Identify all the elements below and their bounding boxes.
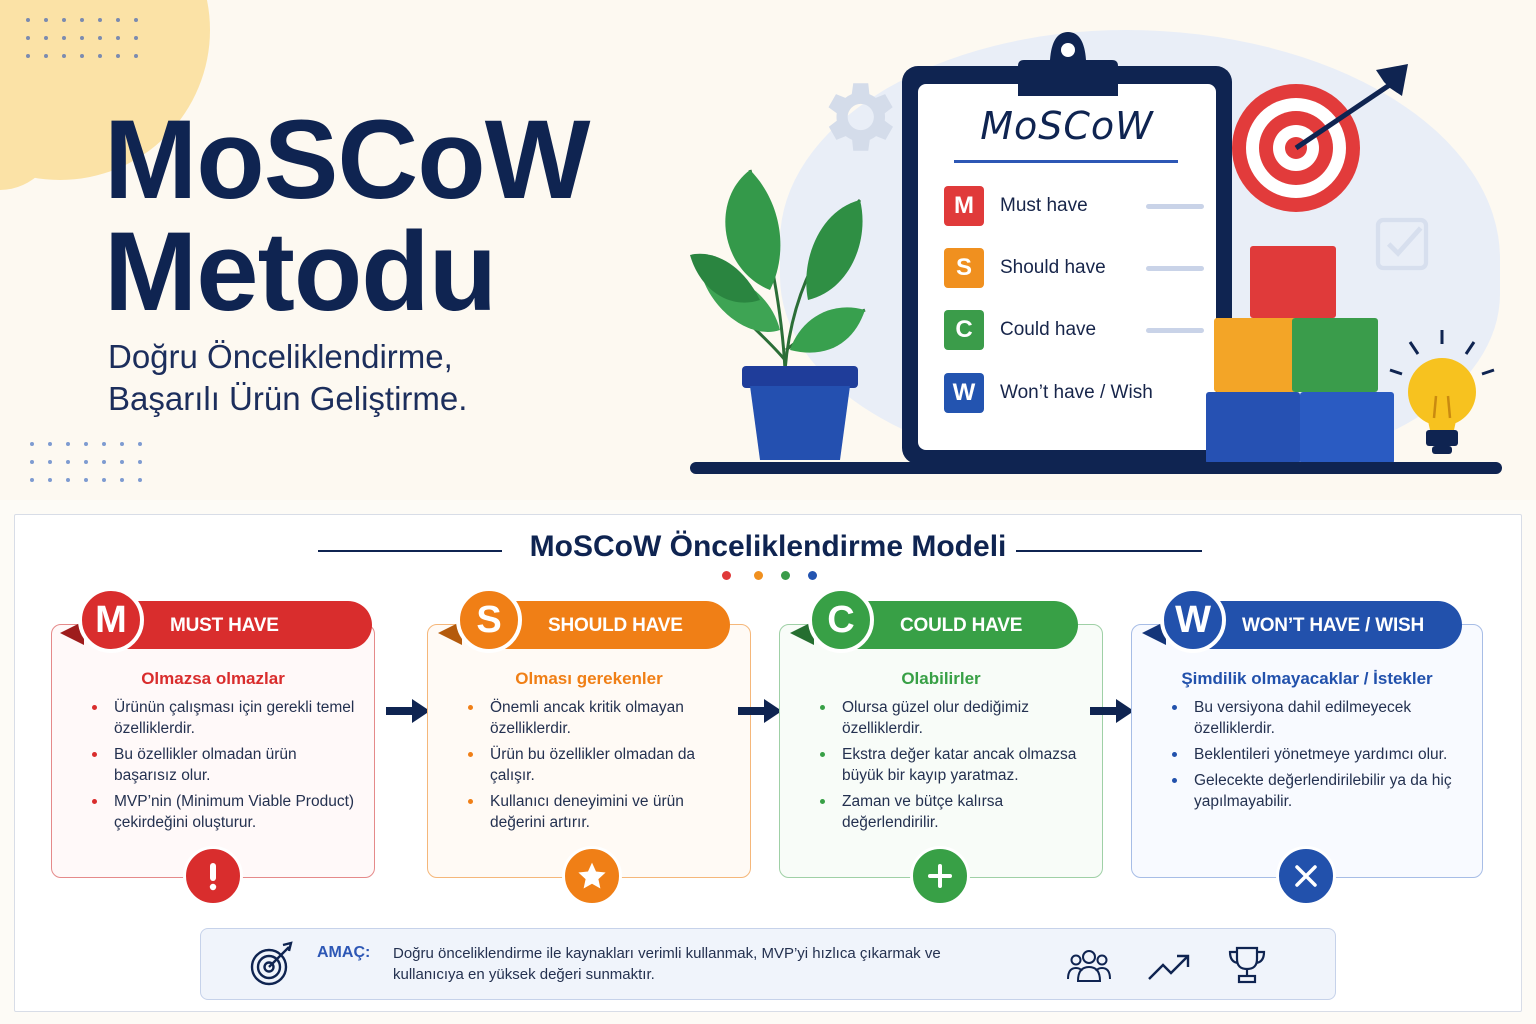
ribbon-wont-have	[1166, 598, 1462, 649]
red-block	[1250, 246, 1336, 318]
ribbon-label: COULD HAVE	[900, 615, 1023, 636]
exclamation-icon	[183, 846, 243, 906]
title-dot	[808, 571, 817, 580]
placeholder-line	[1146, 328, 1204, 333]
gear-icon	[812, 72, 902, 162]
card-subtitle: Olabilirler	[901, 669, 981, 688]
hero-title	[104, 97, 590, 334]
list-item: Gelecekte değerlendirilebilir ya da hiç yapılmayabilir.	[1172, 770, 1472, 812]
clipboard-item-must	[944, 185, 1204, 227]
ribbon-label: SHOULD HAVE	[548, 615, 683, 636]
clipboard-title-underline	[954, 160, 1178, 163]
clipboard-item-should	[944, 247, 1204, 289]
trophy-icon	[1225, 945, 1269, 985]
clipboard-item-label: Should have	[1000, 257, 1106, 278]
list-item: Beklentileri yönetmeye yardımcı olur.	[1172, 744, 1472, 765]
hero-subtitle-line1: Doğru Önceliklendirme,	[108, 338, 453, 375]
goal-text: Doğru önceliklendirme ile kaynakları verimli kullanmak, MVP’yi hızlıca çıkarmak ve kullanıcıya en yüksek değeri sunmaktır.	[393, 945, 941, 983]
x-icon	[1276, 846, 1336, 906]
card-bullet-list	[820, 697, 1090, 838]
shelf	[690, 462, 1502, 474]
card-wont-have	[1131, 624, 1483, 878]
clipboard-letter: S	[944, 248, 984, 288]
arrow-right-icon	[738, 697, 782, 725]
goal-bar	[200, 928, 1336, 1000]
card-bullet-list	[468, 697, 738, 838]
clipboard-item-label: Won’t have / Wish	[1000, 382, 1153, 403]
placeholder-line	[1146, 204, 1204, 209]
hero-title-line1: MoSCoW	[104, 97, 590, 222]
card-should-have	[427, 624, 751, 878]
letter-badge: W	[1160, 587, 1226, 653]
clipboard-item-could	[944, 309, 1204, 351]
placeholder-line	[1146, 266, 1204, 271]
list-item: Bu özellikler olmadan ürün başarısız olur.	[92, 744, 362, 786]
clipboard-title: MoSCoW	[980, 104, 1154, 148]
clipboard-item-label: Must have	[1000, 195, 1088, 216]
list-item: Önemli ancak kritik olmayan özelliklerdir.	[468, 697, 738, 739]
card-bullet-list	[1172, 697, 1472, 817]
blue-block	[1300, 392, 1394, 464]
letter-badge: M	[78, 587, 144, 653]
green-block	[1292, 318, 1378, 392]
letter-badge: C	[808, 587, 874, 653]
list-item: Ekstra değer katar ancak olmazsa büyük bir kayıp yaratmaz.	[820, 744, 1090, 786]
hero-subtitle-line2: Başarılı Ürün Geliştirme.	[108, 380, 468, 417]
clipboard-item-label: Could have	[1000, 319, 1097, 340]
card-subtitle: Şimdilik olmayacaklar / İstekler	[1181, 669, 1433, 688]
clipboard-letter: M	[944, 186, 984, 226]
clipboard-letter: C	[944, 310, 984, 350]
list-item: Kullanıcı deneyimini ve ürün değerini artırır.	[468, 791, 738, 833]
model-title: MoSCoW Önceliklendirme Modeli	[529, 530, 1007, 563]
lightbulb-icon	[1386, 326, 1506, 466]
decorative-dots	[26, 18, 138, 58]
star-icon	[562, 846, 622, 906]
plus-icon	[910, 846, 970, 906]
card-could-have	[779, 624, 1103, 878]
hero-title-line2: Metodu	[104, 209, 497, 334]
clipboard-item-wont	[944, 372, 1204, 414]
ribbon-should-have	[462, 598, 730, 649]
ribbon-must-have	[84, 598, 372, 649]
blue-block	[1206, 392, 1300, 464]
letter-badge: S	[456, 587, 522, 653]
card-subtitle: Olması gerekenler	[515, 669, 663, 688]
yellow-block	[1214, 318, 1296, 392]
list-item: MVP’nin (Minimum Viable Product) çekirdeğini oluşturur.	[92, 791, 362, 833]
users-icon	[1067, 945, 1111, 985]
hero-section	[0, 0, 1536, 500]
arrow-right-icon	[386, 697, 430, 725]
ribbon-label: MUST HAVE	[170, 615, 279, 636]
ribbon-could-have	[814, 598, 1078, 649]
decorative-dots	[30, 442, 142, 482]
list-item: Ürünün çalışması için gerekli temel özelliklerdir.	[92, 697, 362, 739]
title-dot	[754, 571, 763, 580]
target-icon	[249, 941, 295, 987]
clipboard-letter: W	[944, 373, 984, 413]
clipboard-clip-icon	[1014, 26, 1122, 96]
title-dot	[722, 571, 731, 580]
target-icon	[1226, 62, 1416, 242]
ribbon-label: WON’T HAVE / WISH	[1242, 615, 1425, 636]
title-dot	[781, 571, 790, 580]
plant-illustration	[690, 160, 880, 470]
hero-subtitle	[108, 336, 467, 420]
goal-label: AMAÇ:	[317, 944, 371, 961]
list-item: Olursa güzel olur dediğimiz özelliklerdir.	[820, 697, 1090, 739]
list-item: Ürün bu özellikler olmadan da çalışır.	[468, 744, 738, 786]
card-bullet-list	[92, 697, 362, 838]
card-must-have	[51, 624, 375, 878]
card-subtitle: Olmazsa olmazlar	[141, 669, 285, 688]
list-item: Zaman ve bütçe kalırsa değerlendirilir.	[820, 791, 1090, 833]
arrow-right-icon	[1090, 697, 1134, 725]
trend-up-icon	[1147, 945, 1191, 985]
list-item: Bu versiyona dahil edilmeyecek özelliklerdir.	[1172, 697, 1472, 739]
